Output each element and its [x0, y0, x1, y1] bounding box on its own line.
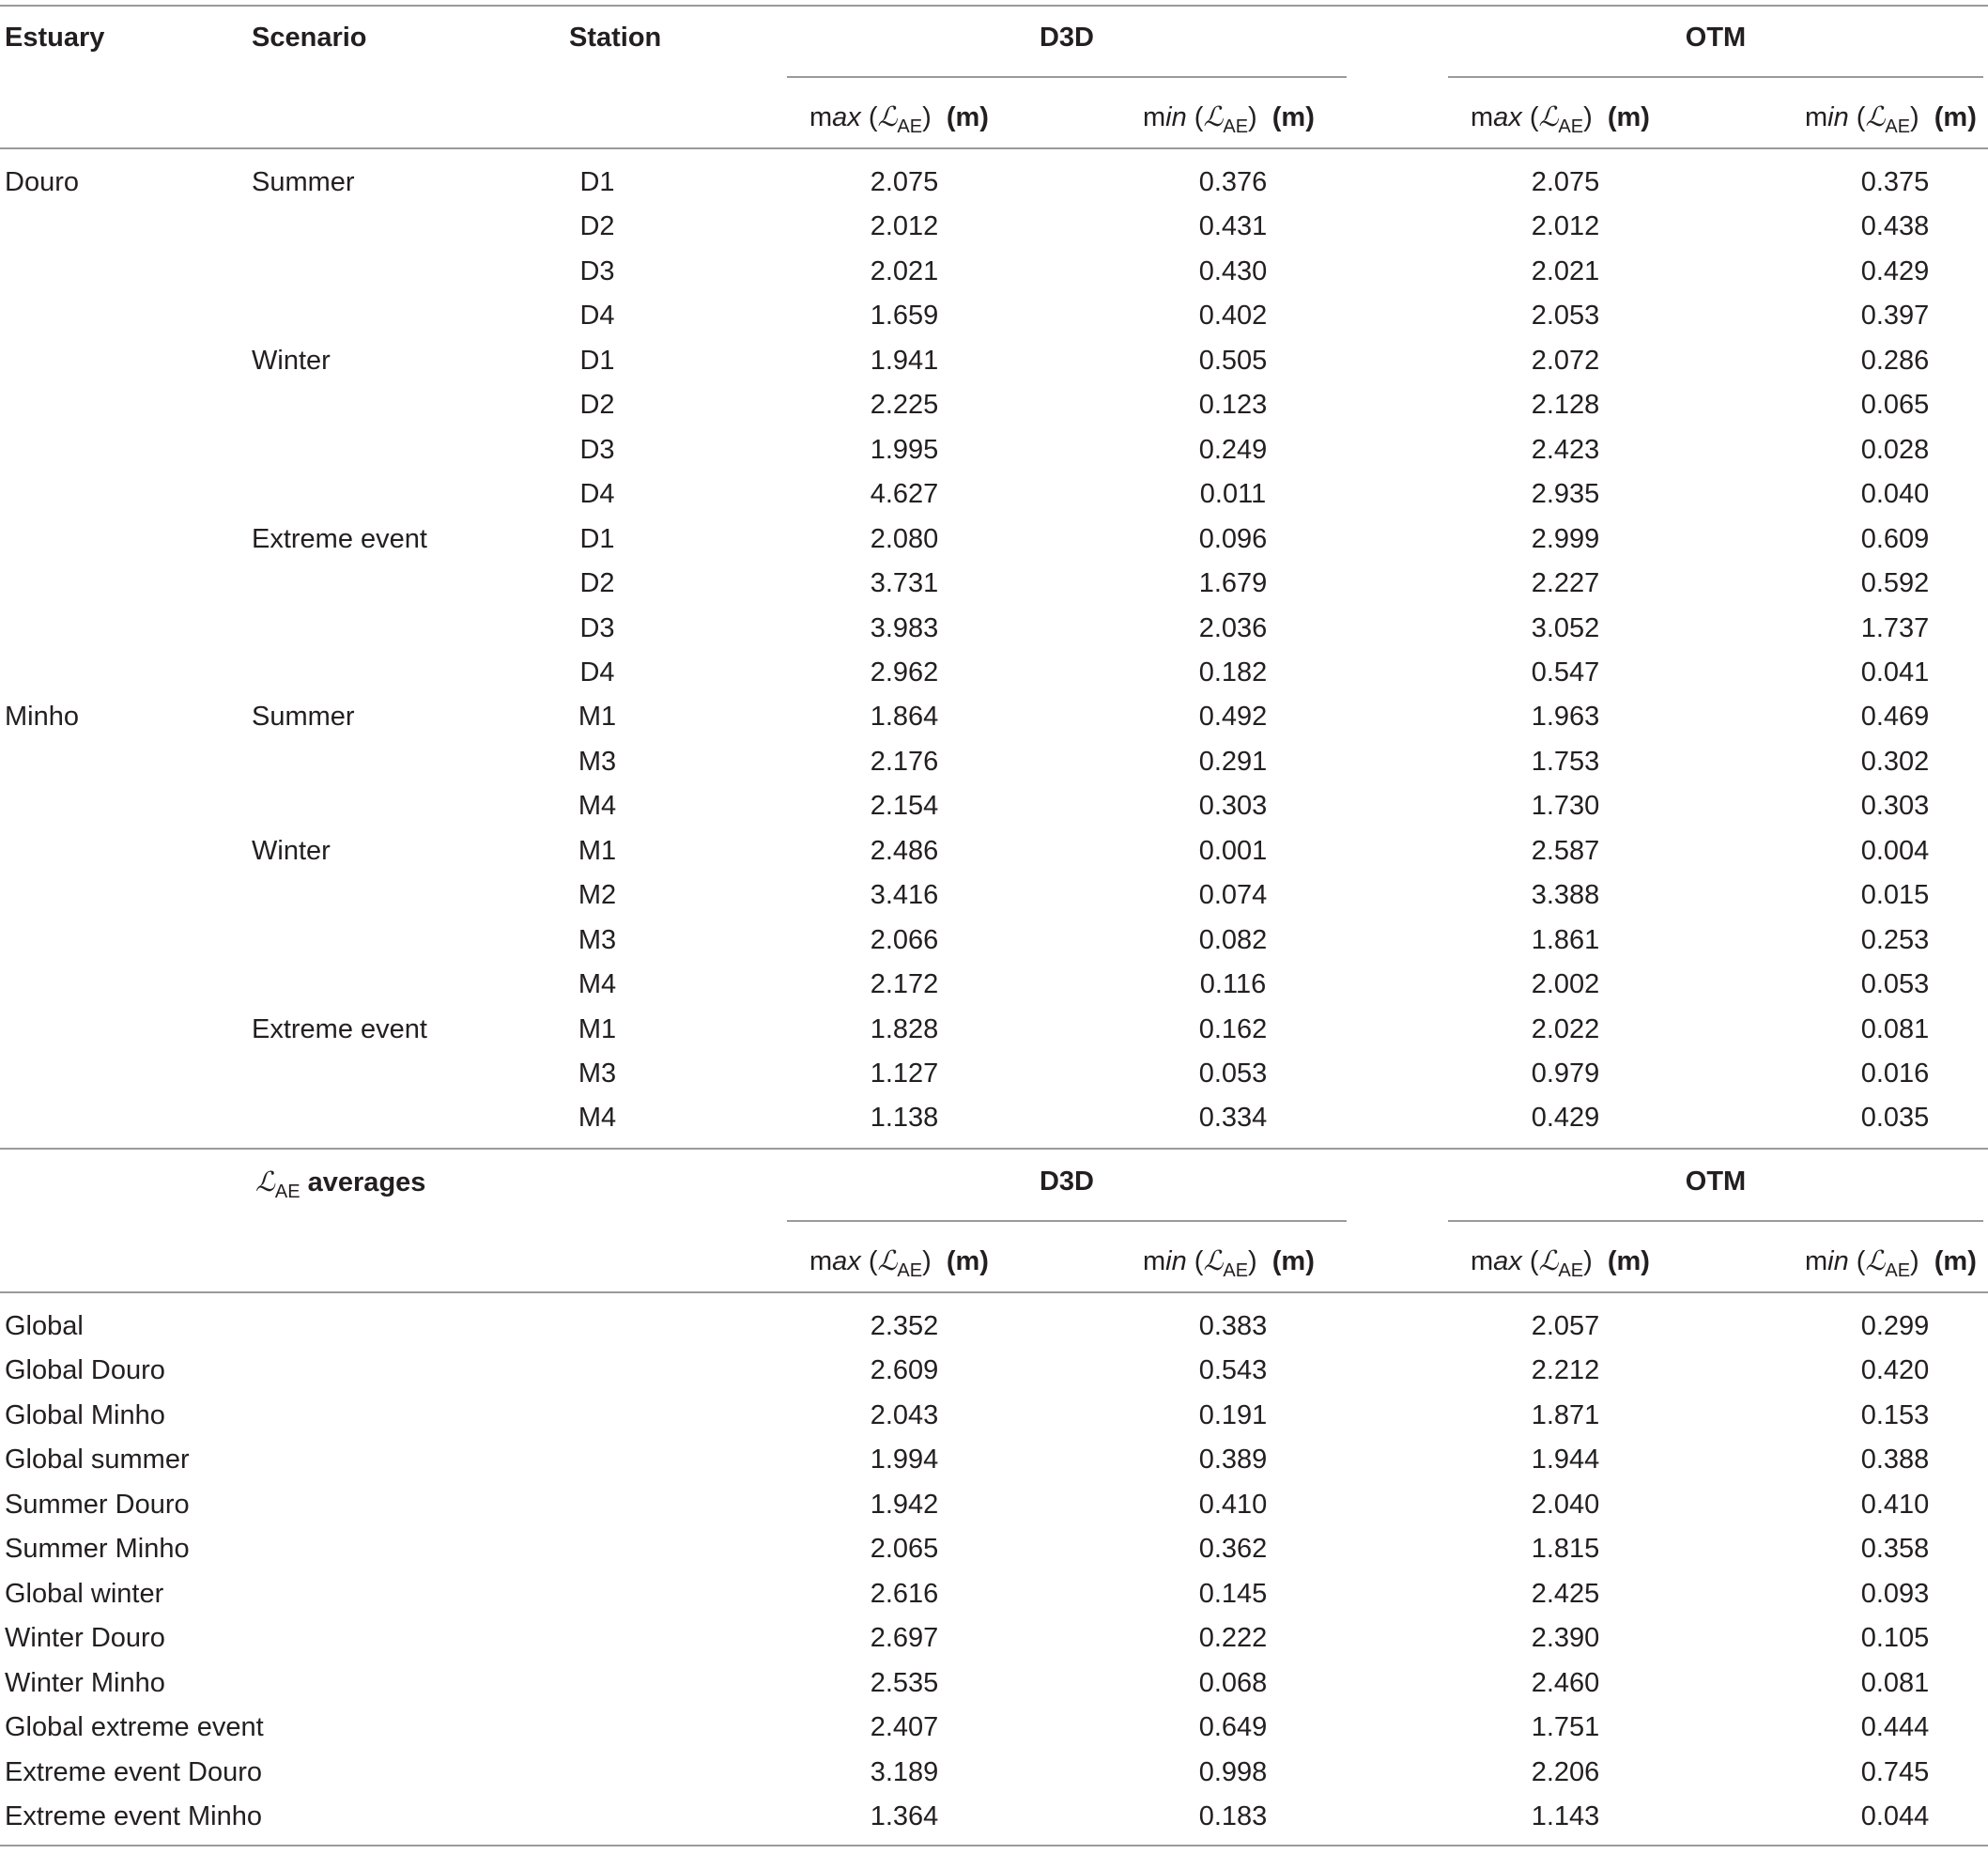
- cell-otm-min: 0.438: [1860, 211, 1930, 242]
- lae-subscript: AE: [274, 1181, 301, 1202]
- avg-otm-max: 2.460: [1531, 1667, 1600, 1698]
- avg-d3d-min: 0.410: [1198, 1489, 1268, 1520]
- lae-subscript: AE: [1223, 116, 1249, 137]
- cell-station: M1: [578, 835, 617, 866]
- header-scenario: Scenario: [252, 23, 367, 53]
- cell-otm-max: 2.128: [1531, 390, 1600, 421]
- col-max-prefix: m: [809, 1246, 833, 1276]
- col-max-italic: ax: [832, 102, 861, 132]
- avg-label: Summer Douro: [5, 1489, 190, 1520]
- cell-otm-max: 1.861: [1531, 924, 1600, 955]
- header-d3d: D3D: [1039, 23, 1094, 53]
- cell-station: D3: [579, 255, 615, 286]
- cell-d3d-max: 1.138: [870, 1103, 939, 1134]
- cell-d3d-min: 0.249: [1198, 434, 1268, 465]
- paren-open: (: [860, 1246, 878, 1276]
- d3d-group-rule: [787, 76, 1347, 78]
- cell-station: D2: [579, 390, 615, 421]
- column-header-max-d3d: [809, 1244, 989, 1288]
- paren-close: ): [1910, 102, 1927, 132]
- cell-otm-min: 0.016: [1860, 1058, 1930, 1089]
- column-header-max-d3d: [809, 100, 989, 144]
- cell-otm-max: 2.227: [1531, 568, 1600, 599]
- cell-d3d-max: 1.127: [870, 1058, 939, 1089]
- paren-close: ): [1583, 102, 1600, 132]
- cell-d3d-max: 2.021: [870, 255, 939, 286]
- paren-open: (: [1521, 1246, 1539, 1276]
- col-max-prefix: m: [1471, 1246, 1494, 1276]
- cell-station: M4: [578, 1103, 617, 1134]
- cell-station: M1: [578, 1013, 617, 1044]
- avg-otm-max: 1.143: [1531, 1800, 1600, 1831]
- averages-title: [255, 1165, 425, 1209]
- col-max-prefix: m: [1471, 102, 1494, 132]
- cell-estuary: Minho: [5, 702, 79, 733]
- column-header-max-otm: [1471, 100, 1650, 144]
- unit-label: (m): [1607, 1246, 1650, 1276]
- cell-otm-max: 3.052: [1531, 612, 1600, 643]
- cell-d3d-min: 0.082: [1198, 924, 1268, 955]
- lae-subscript: AE: [1558, 1259, 1584, 1281]
- cell-scenario: Extreme event: [252, 1013, 427, 1044]
- cell-station: M3: [578, 746, 617, 777]
- avg-d3d-max: 2.043: [870, 1399, 939, 1430]
- cell-d3d-max: 4.627: [870, 479, 939, 510]
- cell-otm-min: 0.081: [1860, 1013, 1930, 1044]
- col-max-italic: ax: [1493, 1246, 1522, 1276]
- cell-otm-min: 0.429: [1860, 255, 1930, 286]
- cell-otm-min: 0.035: [1860, 1103, 1930, 1134]
- cell-d3d-max: 3.983: [870, 612, 939, 643]
- cell-otm-max: 0.979: [1531, 1058, 1600, 1089]
- cell-station: D4: [579, 657, 615, 688]
- avg-d3d-min: 0.362: [1198, 1534, 1268, 1565]
- avg-d3d-max: 2.352: [870, 1311, 939, 1341]
- cell-d3d-min: 0.291: [1198, 746, 1268, 777]
- avg-d3d-max: 3.189: [870, 1756, 939, 1787]
- cell-otm-max: 2.423: [1531, 434, 1600, 465]
- cell-d3d-min: 0.053: [1198, 1058, 1268, 1089]
- cell-estuary: Douro: [5, 167, 79, 197]
- cell-d3d-min: 0.376: [1198, 167, 1268, 197]
- cell-scenario: Summer: [252, 702, 355, 733]
- paren-open: (: [1521, 102, 1539, 132]
- cell-scenario: Extreme event: [252, 523, 427, 554]
- cell-d3d-min: 0.182: [1198, 657, 1268, 688]
- cell-d3d-max: 2.962: [870, 657, 939, 688]
- averages-header-bottom-rule: [0, 1291, 1988, 1293]
- avg-otm-max: 1.751: [1531, 1712, 1600, 1743]
- cell-d3d-max: 1.828: [870, 1013, 939, 1044]
- avg-otm-min: 0.388: [1860, 1445, 1930, 1475]
- lae-symbol: ℒ: [877, 100, 898, 132]
- paren-open: (: [1848, 1246, 1866, 1276]
- cell-otm-min: 0.592: [1860, 568, 1930, 599]
- avg-label: Global Douro: [5, 1355, 165, 1386]
- lae-symbol: ℒ: [1865, 100, 1886, 132]
- avg-otm-min: 0.358: [1860, 1534, 1930, 1565]
- paren-open: (: [860, 102, 878, 132]
- column-header-min-otm: [1805, 1244, 1977, 1288]
- avg-d3d-max: 2.697: [870, 1623, 939, 1654]
- avg-otm-max: 1.944: [1531, 1445, 1600, 1475]
- cell-d3d-min: 0.096: [1198, 523, 1268, 554]
- paren-open: (: [1848, 102, 1866, 132]
- avg-d3d-max: 1.994: [870, 1445, 939, 1475]
- cell-otm-max: 2.012: [1531, 211, 1600, 242]
- cell-station: D1: [579, 345, 615, 376]
- avg-d3d-max: 1.364: [870, 1800, 939, 1831]
- avg-otm-max: 1.815: [1531, 1534, 1600, 1565]
- avg-label: Winter Douro: [5, 1623, 165, 1654]
- avg-otm-min: 0.153: [1860, 1399, 1930, 1430]
- cell-otm-max: 2.022: [1531, 1013, 1600, 1044]
- avg-d3d-max: 2.535: [870, 1667, 939, 1698]
- avg-d3d-min: 0.649: [1198, 1712, 1268, 1743]
- avg-d3d-min: 0.145: [1198, 1578, 1268, 1609]
- lae-subscript: AE: [1885, 1259, 1911, 1281]
- cell-station: D2: [579, 568, 615, 599]
- cell-station: D4: [579, 301, 615, 332]
- col-min-prefix: m: [1805, 1246, 1828, 1276]
- header-bottom-rule: [0, 147, 1988, 149]
- cell-d3d-min: 0.334: [1198, 1103, 1268, 1134]
- unit-label: (m): [1934, 1246, 1977, 1276]
- cell-d3d-min: 1.679: [1198, 568, 1268, 599]
- cell-otm-min: 0.302: [1860, 746, 1930, 777]
- avg-otm-min: 0.081: [1860, 1667, 1930, 1698]
- avg-d3d-max: 2.065: [870, 1534, 939, 1565]
- cell-d3d-max: 2.012: [870, 211, 939, 242]
- cell-d3d-max: 2.486: [870, 835, 939, 866]
- avg-label: Winter Minho: [5, 1667, 165, 1698]
- cell-station: D1: [579, 167, 615, 197]
- lae-symbol: ℒ: [1538, 1244, 1559, 1276]
- avg-label: Global summer: [5, 1445, 190, 1475]
- avg-label: Global: [5, 1311, 84, 1341]
- avg-otm-max: 1.871: [1531, 1399, 1600, 1430]
- cell-station: M3: [578, 1058, 617, 1089]
- averages-d3d-group-rule: [787, 1220, 1347, 1222]
- cell-d3d-max: 1.995: [870, 434, 939, 465]
- cell-d3d-max: 1.864: [870, 702, 939, 733]
- avg-d3d-max: 1.942: [870, 1489, 939, 1520]
- cell-otm-min: 0.303: [1860, 791, 1930, 822]
- avg-d3d-max: 2.407: [870, 1712, 939, 1743]
- cell-otm-min: 0.041: [1860, 657, 1930, 688]
- column-header-min-otm: [1805, 100, 1977, 144]
- averages-top-rule: [0, 1148, 1988, 1150]
- cell-d3d-max: 2.075: [870, 167, 939, 197]
- cell-station: D4: [579, 479, 615, 510]
- lae-symbol: ℒ: [1538, 100, 1559, 132]
- avg-otm-max: 2.390: [1531, 1623, 1600, 1654]
- cell-d3d-max: 2.154: [870, 791, 939, 822]
- unit-label: (m): [1934, 102, 1977, 132]
- avg-d3d-min: 0.543: [1198, 1355, 1268, 1386]
- cell-station: M4: [578, 969, 617, 1000]
- cell-otm-max: 0.429: [1531, 1103, 1600, 1134]
- cell-d3d-min: 2.036: [1198, 612, 1268, 643]
- lae-subscript: AE: [897, 116, 923, 137]
- cell-d3d-max: 2.080: [870, 523, 939, 554]
- cell-otm-min: 1.737: [1860, 612, 1930, 643]
- cell-otm-max: 2.999: [1531, 523, 1600, 554]
- cell-otm-max: 2.002: [1531, 969, 1600, 1000]
- lae-subscript: AE: [1558, 116, 1584, 137]
- avg-otm-max: 2.040: [1531, 1489, 1600, 1520]
- avg-otm-min: 0.093: [1860, 1578, 1930, 1609]
- cell-d3d-min: 0.074: [1198, 880, 1268, 911]
- avg-label: Global extreme event: [5, 1712, 264, 1743]
- avg-d3d-min: 0.389: [1198, 1445, 1268, 1475]
- cell-d3d-min: 0.116: [1199, 969, 1267, 1000]
- cell-d3d-max: 2.172: [870, 969, 939, 1000]
- avg-otm-min: 0.420: [1860, 1355, 1930, 1386]
- cell-d3d-max: 1.941: [870, 345, 939, 376]
- lae-symbol: ℒ: [1203, 1244, 1224, 1276]
- avg-otm-min: 0.044: [1860, 1800, 1930, 1831]
- avg-otm-max: 2.212: [1531, 1355, 1600, 1386]
- cell-d3d-min: 0.162: [1198, 1013, 1268, 1044]
- avg-d3d-min: 0.068: [1198, 1667, 1268, 1698]
- cell-station: M2: [578, 880, 617, 911]
- cell-otm-max: 0.547: [1531, 657, 1600, 688]
- paren-close: ): [1248, 102, 1265, 132]
- unit-label: (m): [946, 102, 989, 132]
- avg-label: Summer Minho: [5, 1534, 190, 1565]
- avg-otm-min: 0.299: [1860, 1311, 1930, 1341]
- cell-otm-min: 0.253: [1860, 924, 1930, 955]
- cell-otm-min: 0.375: [1860, 167, 1930, 197]
- avg-label: Global Minho: [5, 1399, 165, 1430]
- cell-otm-max: 3.388: [1531, 880, 1600, 911]
- unit-label: (m): [1607, 102, 1650, 132]
- avg-d3d-min: 0.222: [1198, 1623, 1268, 1654]
- cell-d3d-min: 0.001: [1198, 835, 1268, 866]
- averages-otm-group-rule: [1448, 1220, 1983, 1222]
- cell-otm-min: 0.028: [1860, 434, 1930, 465]
- bottom-rule: [0, 1845, 1988, 1846]
- cell-station: M1: [578, 702, 617, 733]
- lae-symbol: ℒ: [1203, 100, 1224, 132]
- avg-otm-min: 0.105: [1860, 1623, 1930, 1654]
- cell-d3d-min: 0.303: [1198, 791, 1268, 822]
- cell-otm-max: 2.053: [1531, 301, 1600, 332]
- cell-d3d-min: 0.505: [1198, 345, 1268, 376]
- col-max-italic: ax: [832, 1246, 861, 1276]
- cell-d3d-min: 0.402: [1198, 301, 1268, 332]
- avg-d3d-min: 0.191: [1198, 1399, 1268, 1430]
- cell-otm-min: 0.397: [1860, 301, 1930, 332]
- avg-otm-max: 2.057: [1531, 1311, 1600, 1341]
- cell-otm-min: 0.065: [1860, 390, 1930, 421]
- col-min-prefix: m: [1143, 102, 1166, 132]
- cell-otm-max: 2.021: [1531, 255, 1600, 286]
- cell-station: D3: [579, 612, 615, 643]
- cell-otm-max: 1.730: [1531, 791, 1600, 822]
- header-estuary: Estuary: [5, 23, 105, 53]
- lae-symbol: ℒ: [877, 1244, 898, 1276]
- lae-subscript: AE: [1223, 1259, 1249, 1281]
- col-min-italic: in: [1827, 1246, 1849, 1276]
- paren-close: ): [1583, 1246, 1600, 1276]
- cell-otm-max: 2.072: [1531, 345, 1600, 376]
- cell-d3d-max: 1.659: [870, 301, 939, 332]
- avg-otm-max: 2.206: [1531, 1756, 1600, 1787]
- avg-label: Extreme event Minho: [5, 1800, 263, 1831]
- lae-symbol: ℒ: [255, 1166, 275, 1197]
- cell-station: M4: [578, 791, 617, 822]
- col-min-italic: in: [1165, 1246, 1187, 1276]
- header-otm: OTM: [1685, 23, 1747, 53]
- avg-d3d-min: 0.998: [1198, 1756, 1268, 1787]
- header-station: Station: [569, 23, 662, 53]
- avg-d3d-min: 0.183: [1198, 1800, 1268, 1831]
- cell-otm-max: 2.075: [1531, 167, 1600, 197]
- cell-scenario: Summer: [252, 167, 355, 197]
- cell-station: M3: [578, 924, 617, 955]
- paren-close: ): [922, 1246, 939, 1276]
- top-rule: [0, 5, 1988, 7]
- cell-d3d-max: 2.066: [870, 924, 939, 955]
- unit-label: (m): [946, 1246, 989, 1276]
- col-min-prefix: m: [1805, 102, 1828, 132]
- cell-otm-max: 2.587: [1531, 835, 1600, 866]
- cell-otm-min: 0.286: [1860, 345, 1930, 376]
- column-header-min-d3d: [1143, 1244, 1315, 1288]
- unit-label: (m): [1271, 1246, 1315, 1276]
- cell-otm-min: 0.004: [1860, 835, 1930, 866]
- paren-close: ): [922, 102, 939, 132]
- cell-scenario: Winter: [252, 345, 331, 376]
- cell-otm-min: 0.040: [1860, 479, 1930, 510]
- cell-d3d-min: 0.123: [1198, 390, 1268, 421]
- col-max-italic: ax: [1493, 102, 1522, 132]
- cell-otm-min: 0.609: [1860, 523, 1930, 554]
- cell-otm-max: 2.935: [1531, 479, 1600, 510]
- col-min-prefix: m: [1143, 1246, 1166, 1276]
- col-min-italic: in: [1827, 102, 1849, 132]
- cell-station: D3: [579, 434, 615, 465]
- avg-d3d-min: 0.383: [1198, 1311, 1268, 1341]
- avg-otm-max: 2.425: [1531, 1578, 1600, 1609]
- avg-otm-min: 0.745: [1860, 1756, 1930, 1787]
- averages-title-text: averages: [307, 1167, 426, 1197]
- avg-label: Global winter: [5, 1578, 164, 1609]
- cell-d3d-min: 0.492: [1198, 702, 1268, 733]
- col-max-prefix: m: [809, 102, 833, 132]
- avg-otm-min: 0.410: [1860, 1489, 1930, 1520]
- avg-label: Extreme event Douro: [5, 1756, 263, 1787]
- cell-d3d-max: 3.416: [870, 880, 939, 911]
- averages-header-otm: OTM: [1685, 1166, 1747, 1197]
- lae-symbol: ℒ: [1865, 1244, 1886, 1276]
- lae-subscript: AE: [897, 1259, 923, 1281]
- cell-otm-max: 1.963: [1531, 702, 1600, 733]
- unit-label: (m): [1271, 102, 1315, 132]
- paren-close: ): [1910, 1246, 1927, 1276]
- cell-otm-min: 0.015: [1860, 880, 1930, 911]
- column-header-max-otm: [1471, 1244, 1650, 1288]
- cell-d3d-min: 0.430: [1198, 255, 1268, 286]
- avg-otm-min: 0.444: [1860, 1712, 1930, 1743]
- avg-d3d-max: 2.609: [870, 1355, 939, 1386]
- paren-close: ): [1248, 1246, 1265, 1276]
- cell-otm-min: 0.053: [1860, 969, 1930, 1000]
- paren-open: (: [1186, 1246, 1204, 1276]
- cell-d3d-max: 3.731: [870, 568, 939, 599]
- paren-open: (: [1186, 102, 1204, 132]
- col-min-italic: in: [1165, 102, 1187, 132]
- cell-otm-max: 1.753: [1531, 746, 1600, 777]
- otm-group-rule: [1448, 76, 1983, 78]
- averages-header-d3d: D3D: [1039, 1166, 1094, 1197]
- cell-d3d-max: 2.176: [870, 746, 939, 777]
- cell-d3d-min: 0.431: [1198, 211, 1268, 242]
- avg-d3d-max: 2.616: [870, 1578, 939, 1609]
- cell-otm-min: 0.469: [1860, 702, 1930, 733]
- column-header-min-d3d: [1143, 100, 1315, 144]
- cell-station: D1: [579, 523, 615, 554]
- cell-scenario: Winter: [252, 835, 331, 866]
- cell-d3d-max: 2.225: [870, 390, 939, 421]
- cell-d3d-min: 0.011: [1199, 479, 1267, 510]
- lae-subscript: AE: [1885, 116, 1911, 137]
- cell-station: D2: [579, 211, 615, 242]
